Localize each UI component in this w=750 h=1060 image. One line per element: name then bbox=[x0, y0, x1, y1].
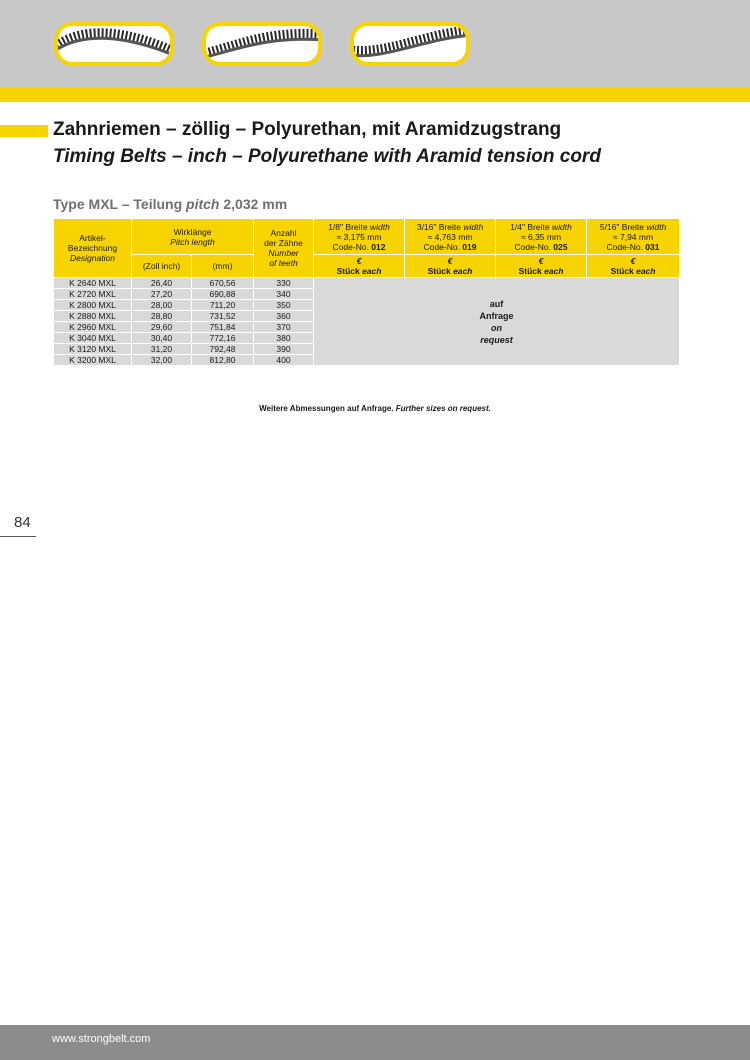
cell-teeth: 380 bbox=[254, 333, 314, 344]
footnote-de: Weitere Abmessungen auf Anfrage. bbox=[259, 404, 396, 413]
cell-designation: K 2640 MXL bbox=[54, 278, 132, 289]
footnote bbox=[0, 404, 750, 413]
subtitle-prefix: Type MXL – Teilung bbox=[53, 196, 187, 212]
cell-inch: 32,00 bbox=[132, 355, 192, 366]
cell-mm: 690,88 bbox=[192, 289, 254, 300]
cell-mm: 812,80 bbox=[192, 355, 254, 366]
cell-inch: 28,00 bbox=[132, 300, 192, 311]
header-mm: (mm) bbox=[192, 255, 254, 278]
cell-mm: 670,56 bbox=[192, 278, 254, 289]
header-inch: (Zoll inch) bbox=[132, 255, 192, 278]
cell-designation: K 3200 MXL bbox=[54, 355, 132, 366]
header-price-0: € Stück each bbox=[314, 255, 405, 278]
belt-photo-icon bbox=[350, 22, 470, 66]
cell-mm: 792,48 bbox=[192, 344, 254, 355]
page-title-de: Zahnriemen – zöllig – Polyurethan, mit Aramidzugstrang bbox=[53, 119, 562, 140]
header-width-0: 1/8" Breite width ≈ 3,175 mm Code-No. 012 bbox=[314, 219, 405, 255]
page-number: 84 bbox=[14, 514, 31, 531]
header-width-1: 3/16" Breite width ≈ 4,763 mm Code-No. 019 bbox=[405, 219, 496, 255]
header-width-2: 1/4" Breite width ≈ 6,35 mm Code-No. 025 bbox=[496, 219, 587, 255]
cell-inch: 29,60 bbox=[132, 322, 192, 333]
cell-designation: K 3040 MXL bbox=[54, 333, 132, 344]
cell-inch: 30,40 bbox=[132, 333, 192, 344]
cell-teeth: 330 bbox=[254, 278, 314, 289]
page-number-rule bbox=[0, 536, 36, 537]
cell-inch: 26,40 bbox=[132, 278, 192, 289]
belt-photo-icon bbox=[202, 22, 322, 66]
cell-teeth: 390 bbox=[254, 344, 314, 355]
cell-mm: 711,20 bbox=[192, 300, 254, 311]
cell-designation: K 2960 MXL bbox=[54, 322, 132, 333]
header-price-3: € Stück each bbox=[587, 255, 680, 278]
header-price-1: € Stück each bbox=[405, 255, 496, 278]
cell-mm: 751,84 bbox=[192, 322, 254, 333]
cell-teeth: 360 bbox=[254, 311, 314, 322]
spec-table bbox=[53, 218, 680, 366]
cell-inch: 27,20 bbox=[132, 289, 192, 300]
header-teeth: Anzahl der Zähne Number of teeth bbox=[254, 219, 314, 278]
cell-designation: K 3120 MXL bbox=[54, 344, 132, 355]
cell-designation: K 2800 MXL bbox=[54, 300, 132, 311]
subtitle-value: 2,032 mm bbox=[219, 196, 288, 212]
cell-teeth: 400 bbox=[254, 355, 314, 366]
page-title-en: Timing Belts – inch – Polyurethane with Aramid tension cord bbox=[53, 146, 601, 167]
on-request-cell: auf Anfrage on request bbox=[314, 278, 680, 366]
accent-bar bbox=[0, 88, 750, 102]
header-price-2: € Stück each bbox=[496, 255, 587, 278]
subtitle-pitch-word: pitch bbox=[186, 196, 220, 212]
cell-designation: K 2880 MXL bbox=[54, 311, 132, 322]
cell-inch: 31,20 bbox=[132, 344, 192, 355]
cell-mm: 772,16 bbox=[192, 333, 254, 344]
table-row bbox=[54, 278, 680, 289]
header-designation: Artikel- Bezeichnung Designation bbox=[54, 219, 132, 278]
title-marker bbox=[0, 125, 48, 137]
cell-teeth: 370 bbox=[254, 322, 314, 333]
footer-url: www.strongbelt.com bbox=[52, 1033, 151, 1045]
cell-designation: K 2720 MXL bbox=[54, 289, 132, 300]
cell-mm: 731,52 bbox=[192, 311, 254, 322]
header-pitch-length: Wirklänge Pitch length bbox=[132, 219, 254, 255]
cell-teeth: 340 bbox=[254, 289, 314, 300]
section-subtitle bbox=[53, 196, 287, 212]
footnote-en: Further sizes on request. bbox=[395, 404, 491, 413]
cell-teeth: 350 bbox=[254, 300, 314, 311]
header-width-3: 5/16" Breite width ≈ 7,94 mm Code-No. 031 bbox=[587, 219, 680, 255]
belt-photo-icon bbox=[54, 22, 174, 66]
cell-inch: 28,80 bbox=[132, 311, 192, 322]
